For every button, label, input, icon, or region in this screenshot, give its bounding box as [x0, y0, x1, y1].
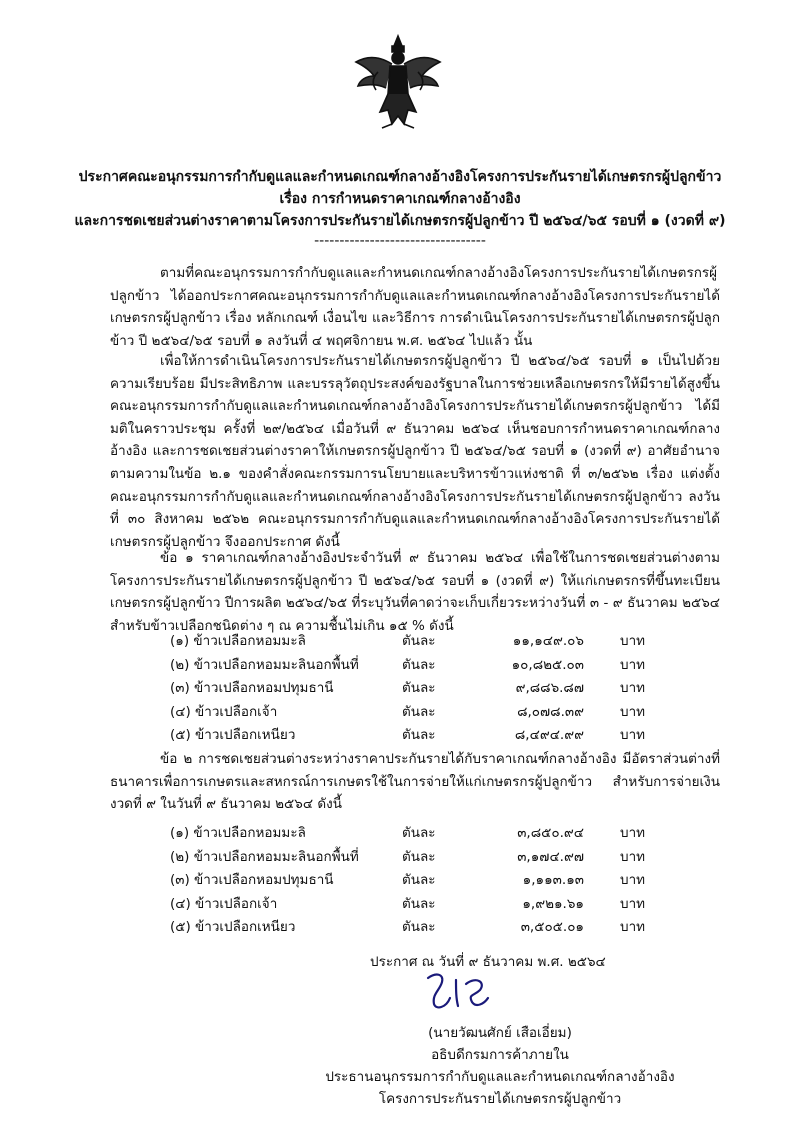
currency: บาท	[620, 825, 646, 841]
rice-type: (๕) ข้าวเปลือกเหนียว	[170, 919, 296, 935]
unit: ตันละ	[402, 825, 436, 841]
unit: ตันละ	[402, 919, 436, 935]
title-line-1: ประกาศคณะอนุกรรมการกำกับดูแลและกำหนดเกณฑ์กลางอ้างอิงโครงการประกันรายได้เกษตรกรผู้ปลูกข้าว	[78, 169, 722, 185]
list-item	[170, 701, 690, 725]
currency: บาท	[620, 848, 646, 865]
currency: บาท	[620, 919, 646, 935]
paragraph-2: เพื่อให้การดำเนินโครงการประกันรายได้เกษตรกรผู้ปลูกข้าว ปี ๒๕๖๔/๖๕ รอบที่ ๑ เป็นไปด้วยความเรียบร้อย มีประสิทธิภาพ และบรรลุวัตถุประสงค์ของรัฐบาลในการช่วยเหลือเกษตรกรให้มีรายได้สูงขึ้น คณะอนุกรรมการกำกับดูแลและกำหนดเกณฑ์กลางอ้างอิงโครงการประกันรายได้เกษตรกรผู้ปลูกข้าว ได้มีมติในคราวประชุม ครั้งที่ ๒๙/๒๕๖๔ เมื่อวันที่ ๙ ธันวาคม ๒๕๖๔ เห็นชอบการกำหนดราคาเกณฑ์กลางอ้างอิง และการชดเชยส่วนต่างราคาให้เกษตรกรผู้ปลูกข้าว ปี ๒๕๖๔/๖๕ รอบที่ ๑ (งวดที่ ๙) อาศัยอำนาจตามความในข้อ ๒.๑ ของคำสั่งคณะกรรมการนโยบายและบริหารข้าวแห่งชาติ ที่ ๓/๒๕๖๒ เรื่อง แต่งตั้งคณะอนุกรรมการกำกับดูแลและกำหนดเกณฑ์กลางอ้างอิงโครงการประกันรายได้เกษตรกรผู้ปลูกข้าว ลงวันที่ ๓๐ สิงหาคม ๒๕๖๒ คณะอนุกรรมการกำกับดูแลและกำหนดเกณฑ์กลางอ้างอิงโครงการประกันรายได้เกษตรกรผู้ปลูกข้าว จึงออกประกาศ ดังนี้	[110, 353, 720, 550]
title-divider: ----------------------------------	[314, 233, 486, 249]
compensation-list	[170, 822, 690, 940]
unit: ตันละ	[402, 872, 436, 888]
currency: บาท	[620, 680, 646, 696]
rice-type: (๓) ข้าวเปลือกหอมปทุมธานี	[170, 872, 334, 888]
unit: ตันละ	[402, 703, 436, 720]
price-value: ๙,๘๘๖.๘๗	[515, 680, 584, 696]
list-item	[170, 846, 690, 870]
list-item	[170, 893, 690, 917]
currency: บาท	[620, 703, 646, 720]
rice-type: (๔) ข้าวเปลือกเจ้า	[170, 703, 278, 720]
unit: ตันละ	[402, 656, 436, 673]
announcement-date: ประกาศ ณ วันที่ ๙ ธันวาคม พ.ศ. ๒๕๖๔	[370, 954, 606, 970]
signer-position-1: อธิบดีกรมการค้าภายใน	[431, 1047, 569, 1063]
unit: ตันละ	[402, 727, 436, 743]
price-value: ๘,๔๙๔.๙๙	[514, 727, 584, 743]
signer-position-2: ประธานอนุกรรมการกำกับดูแลและกำหนดเกณฑ์กลางอ้างอิง	[325, 1069, 675, 1085]
paragraph-4: ข้อ ๒ การชดเชยส่วนต่างระหว่างราคาประกันรายได้กับราคาเกณฑ์กลางอ้างอิง มีอัตราส่วนต่างที่ธนาคารเพื่อการเกษตรและสหกรณ์การเกษตรใช้ในการจ่ายให้แก่เกษตรกรผู้ปลูกข้าว สำหรับการจ่ายเงินงวดที่ ๙ ในวันที่ ๙ ธันวาคม ๒๕๖๔ ดังนี้	[110, 751, 720, 813]
unit: ตันละ	[402, 680, 436, 696]
reference-price-list	[170, 630, 690, 748]
list-item	[170, 724, 690, 748]
signer-position-3: โครงการประกันรายได้เกษตรกรผู้ปลูกข้าว	[378, 1091, 622, 1107]
title-line-3: และการชดเชยส่วนต่างราคาตามโครงการประกันรายได้เกษตรกรผู้ปลูกข้าว ปี ๒๕๖๔/๖๕ รอบที่ ๑ (งวดที่ ๙)	[74, 213, 726, 229]
compensation-value: ๓,๕๐๕.๐๑	[520, 919, 584, 935]
signer-name: (นายวัฒนศักย์ เสือเอี่ยม)	[428, 1025, 572, 1041]
list-item	[170, 677, 690, 701]
list-item	[170, 654, 690, 678]
currency: บาท	[620, 656, 646, 673]
rice-type: (๒) ข้าวเปลือกหอมมะลินอกพื้นที่	[170, 848, 359, 865]
rice-type: (๔) ข้าวเปลือกเจ้า	[170, 895, 278, 912]
compensation-value: ๑,๑๑๓.๑๓	[522, 872, 584, 888]
compensation-value: ๓,๘๕๐.๙๔	[517, 825, 584, 841]
paragraph-1: ตามที่คณะอนุกรรมการกำกับดูแลและกำหนดเกณฑ์กลางอ้างอิงโครงการประกันรายได้เกษตรกรผู้ปลูกข้าว ได้ออกประกาศคณะอนุกรรมการกำกับดูแลและกำหนดเกณฑ์กลางอ้างอิงโครงการประกันรายได้เกษตรกรผู้ปลูกข้าว เรื่อง หลักเกณฑ์ เงื่อนไข และวิธีการ การดำเนินโครงการประกันรายได้เกษตรกรผู้ปลูกข้าว ปี ๒๕๖๔/๖๕ รอบที่ ๑ ลงวันที่ ๔ พฤศจิกายน พ.ศ. ๒๕๖๔ ไปแล้ว นั้น	[110, 265, 720, 349]
rice-type: (๒) ข้าวเปลือกหอมมะลินอกพื้นที่	[170, 656, 359, 673]
compensation-value: ๓,๑๗๔.๙๗	[517, 848, 584, 865]
compensation-value: ๑,๙๒๑.๖๑	[522, 895, 584, 912]
currency: บาท	[620, 872, 646, 888]
price-value: ๑๐,๘๒๕.๐๓	[511, 656, 584, 673]
currency: บาท	[620, 895, 646, 912]
garuda-emblem-icon	[352, 32, 444, 136]
currency: บาท	[620, 633, 646, 649]
currency: บาท	[620, 727, 646, 743]
price-value: ๘,๐๗๘.๓๙	[517, 703, 584, 720]
unit: ตันละ	[402, 848, 436, 865]
price-value: ๑๑,๑๔๙.๐๖	[512, 633, 584, 649]
unit: ตันละ	[402, 895, 436, 912]
list-item	[170, 916, 690, 940]
rice-type: (๑) ข้าวเปลือกหอมมะลิ	[170, 825, 306, 841]
signature-icon	[422, 968, 492, 1014]
rice-type: (๑) ข้าวเปลือกหอมมะลิ	[170, 633, 306, 649]
paragraph-3: ข้อ ๑ ราคาเกณฑ์กลางอ้างอิงประจำวันที่ ๙ ธันวาคม ๒๕๖๔ เพื่อใช้ในการชดเชยส่วนต่างตามโครงการประกันรายได้เกษตรกรผู้ปลูกข้าว ปี ๒๕๖๔/๖๕ รอบที่ ๑ (งวดที่ ๙) ให้แก่เกษตรกรที่ขึ้นทะเบียนเกษตรกรผู้ปลูกข้าว ปีการผลิต ๒๕๖๔/๖๕ ที่ระบุวันที่คาดว่าจะเก็บเกี่ยวระหว่างวันที่ ๓ - ๙ ธันวาคม ๒๕๖๔ สำหรับข้าวเปลือกชนิดต่าง ๆ ณ ความชื้นไม่เกิน ๑๕ % ดังนี้	[110, 550, 720, 634]
title-line-2: เรื่อง การกำหนดราคาเกณฑ์กลางอ้างอิง	[279, 191, 521, 207]
unit: ตันละ	[402, 633, 436, 649]
list-item	[170, 822, 690, 846]
rice-type: (๕) ข้าวเปลือกเหนียว	[170, 727, 296, 743]
list-item	[170, 630, 690, 654]
list-item	[170, 869, 690, 893]
rice-type: (๓) ข้าวเปลือกหอมปทุมธานี	[170, 680, 334, 696]
